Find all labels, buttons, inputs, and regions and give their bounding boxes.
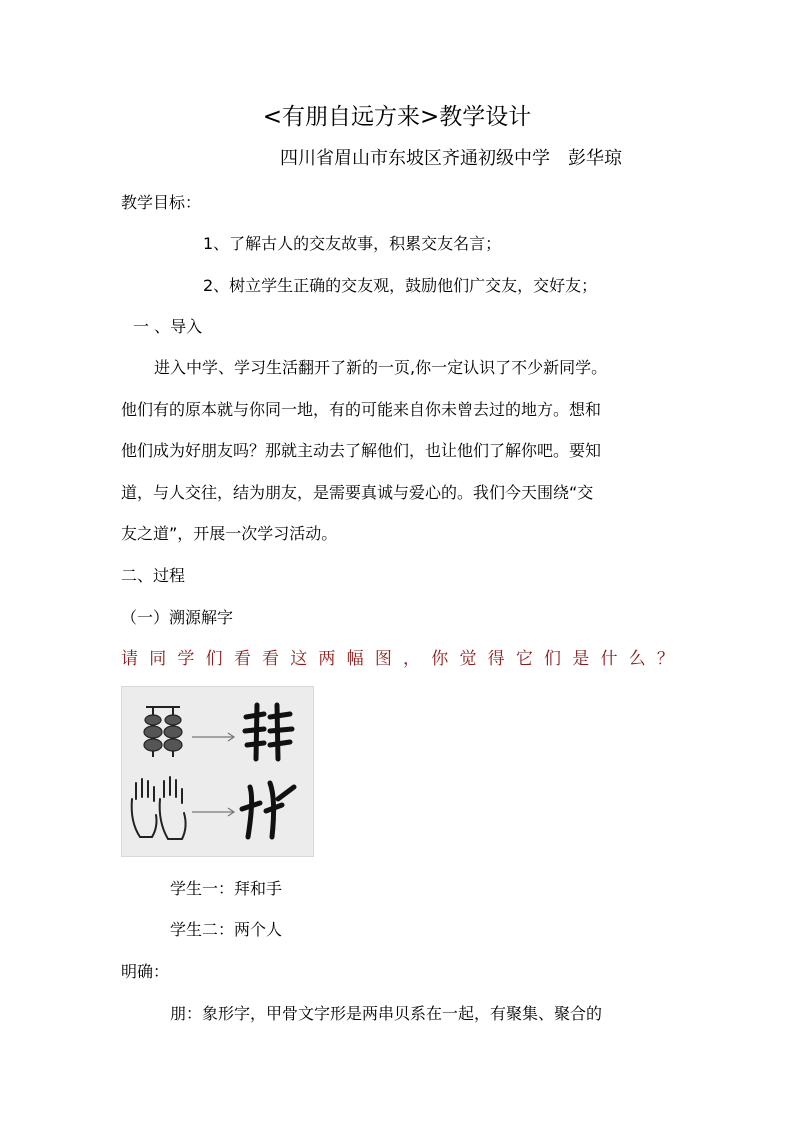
answer-student-2: 学生二：两个人 xyxy=(170,920,283,939)
answer-student-1: 学生一：拜和手 xyxy=(170,879,283,898)
intro-paragraph xyxy=(121,347,676,555)
question-char: 看 xyxy=(262,649,280,669)
subsection-heading: （一）溯源解字 xyxy=(121,608,234,627)
section-2-heading: 二、过程 xyxy=(121,566,186,585)
author-line: 四川省眉山市东坡区齐通初级中学 彭华琼 xyxy=(280,148,622,169)
question-char: 学 xyxy=(177,649,195,669)
objective-item-2: 2、树立学生正确的交友观，鼓励他们广交友，交好友； xyxy=(203,276,598,295)
question-char: 是 xyxy=(572,649,590,669)
question-char: 两 xyxy=(318,649,336,669)
question-char: 什 xyxy=(600,649,618,669)
oracle-bone-characters-image xyxy=(121,686,314,857)
section-1-heading: 一 、导入 xyxy=(133,317,203,336)
question-char: 同 xyxy=(149,649,167,669)
question-char: 们 xyxy=(205,649,223,669)
objective-item-1: 1、了解古人的交友故事，积累交友名言； xyxy=(203,234,502,253)
question-char: 觉 xyxy=(459,649,477,669)
question-char: 它 xyxy=(515,649,533,669)
question-char: ， xyxy=(403,649,421,669)
question-char: ？ xyxy=(656,649,674,669)
question-text xyxy=(121,646,674,672)
oracle-bone-drawing-icon xyxy=(122,687,313,856)
question-char: 么 xyxy=(628,649,646,669)
question-char: 们 xyxy=(544,649,562,669)
objectives-heading: 教学目标： xyxy=(121,193,202,212)
clarify-text: 朋：象形字，甲骨文字形是两串贝系在一起，有聚集、聚合的 xyxy=(170,1004,603,1023)
question-char: 幅 xyxy=(346,649,364,669)
question-char: 这 xyxy=(290,649,308,669)
clarify-heading: 明确： xyxy=(121,962,170,981)
question-char: 看 xyxy=(233,649,251,669)
intro-line-2: 他们有的原本就与你同一地，有的可能来自你未曾去过的地方。想和 xyxy=(121,399,602,419)
document-title: <有朋自远方来>教学设计 xyxy=(262,104,532,130)
question-char: 请 xyxy=(121,649,138,669)
intro-line-4: 道，与人交往，结为朋友，是需要真诚与爱心的。我们今天围绕“交 xyxy=(121,482,594,502)
intro-line-1: 进入中学、学习生活翻开了新的一页,你一定认识了不少新同学。 xyxy=(154,358,608,377)
intro-line-5: 友之道”，开展一次学习活动。 xyxy=(121,524,338,543)
question-char: 得 xyxy=(487,649,505,669)
question-char: 你 xyxy=(431,649,449,669)
intro-line-3: 他们成为好朋友吗？那就主动去了解他们，也让他们了解你吧。要知 xyxy=(121,441,602,460)
question-char: 图 xyxy=(374,649,392,669)
